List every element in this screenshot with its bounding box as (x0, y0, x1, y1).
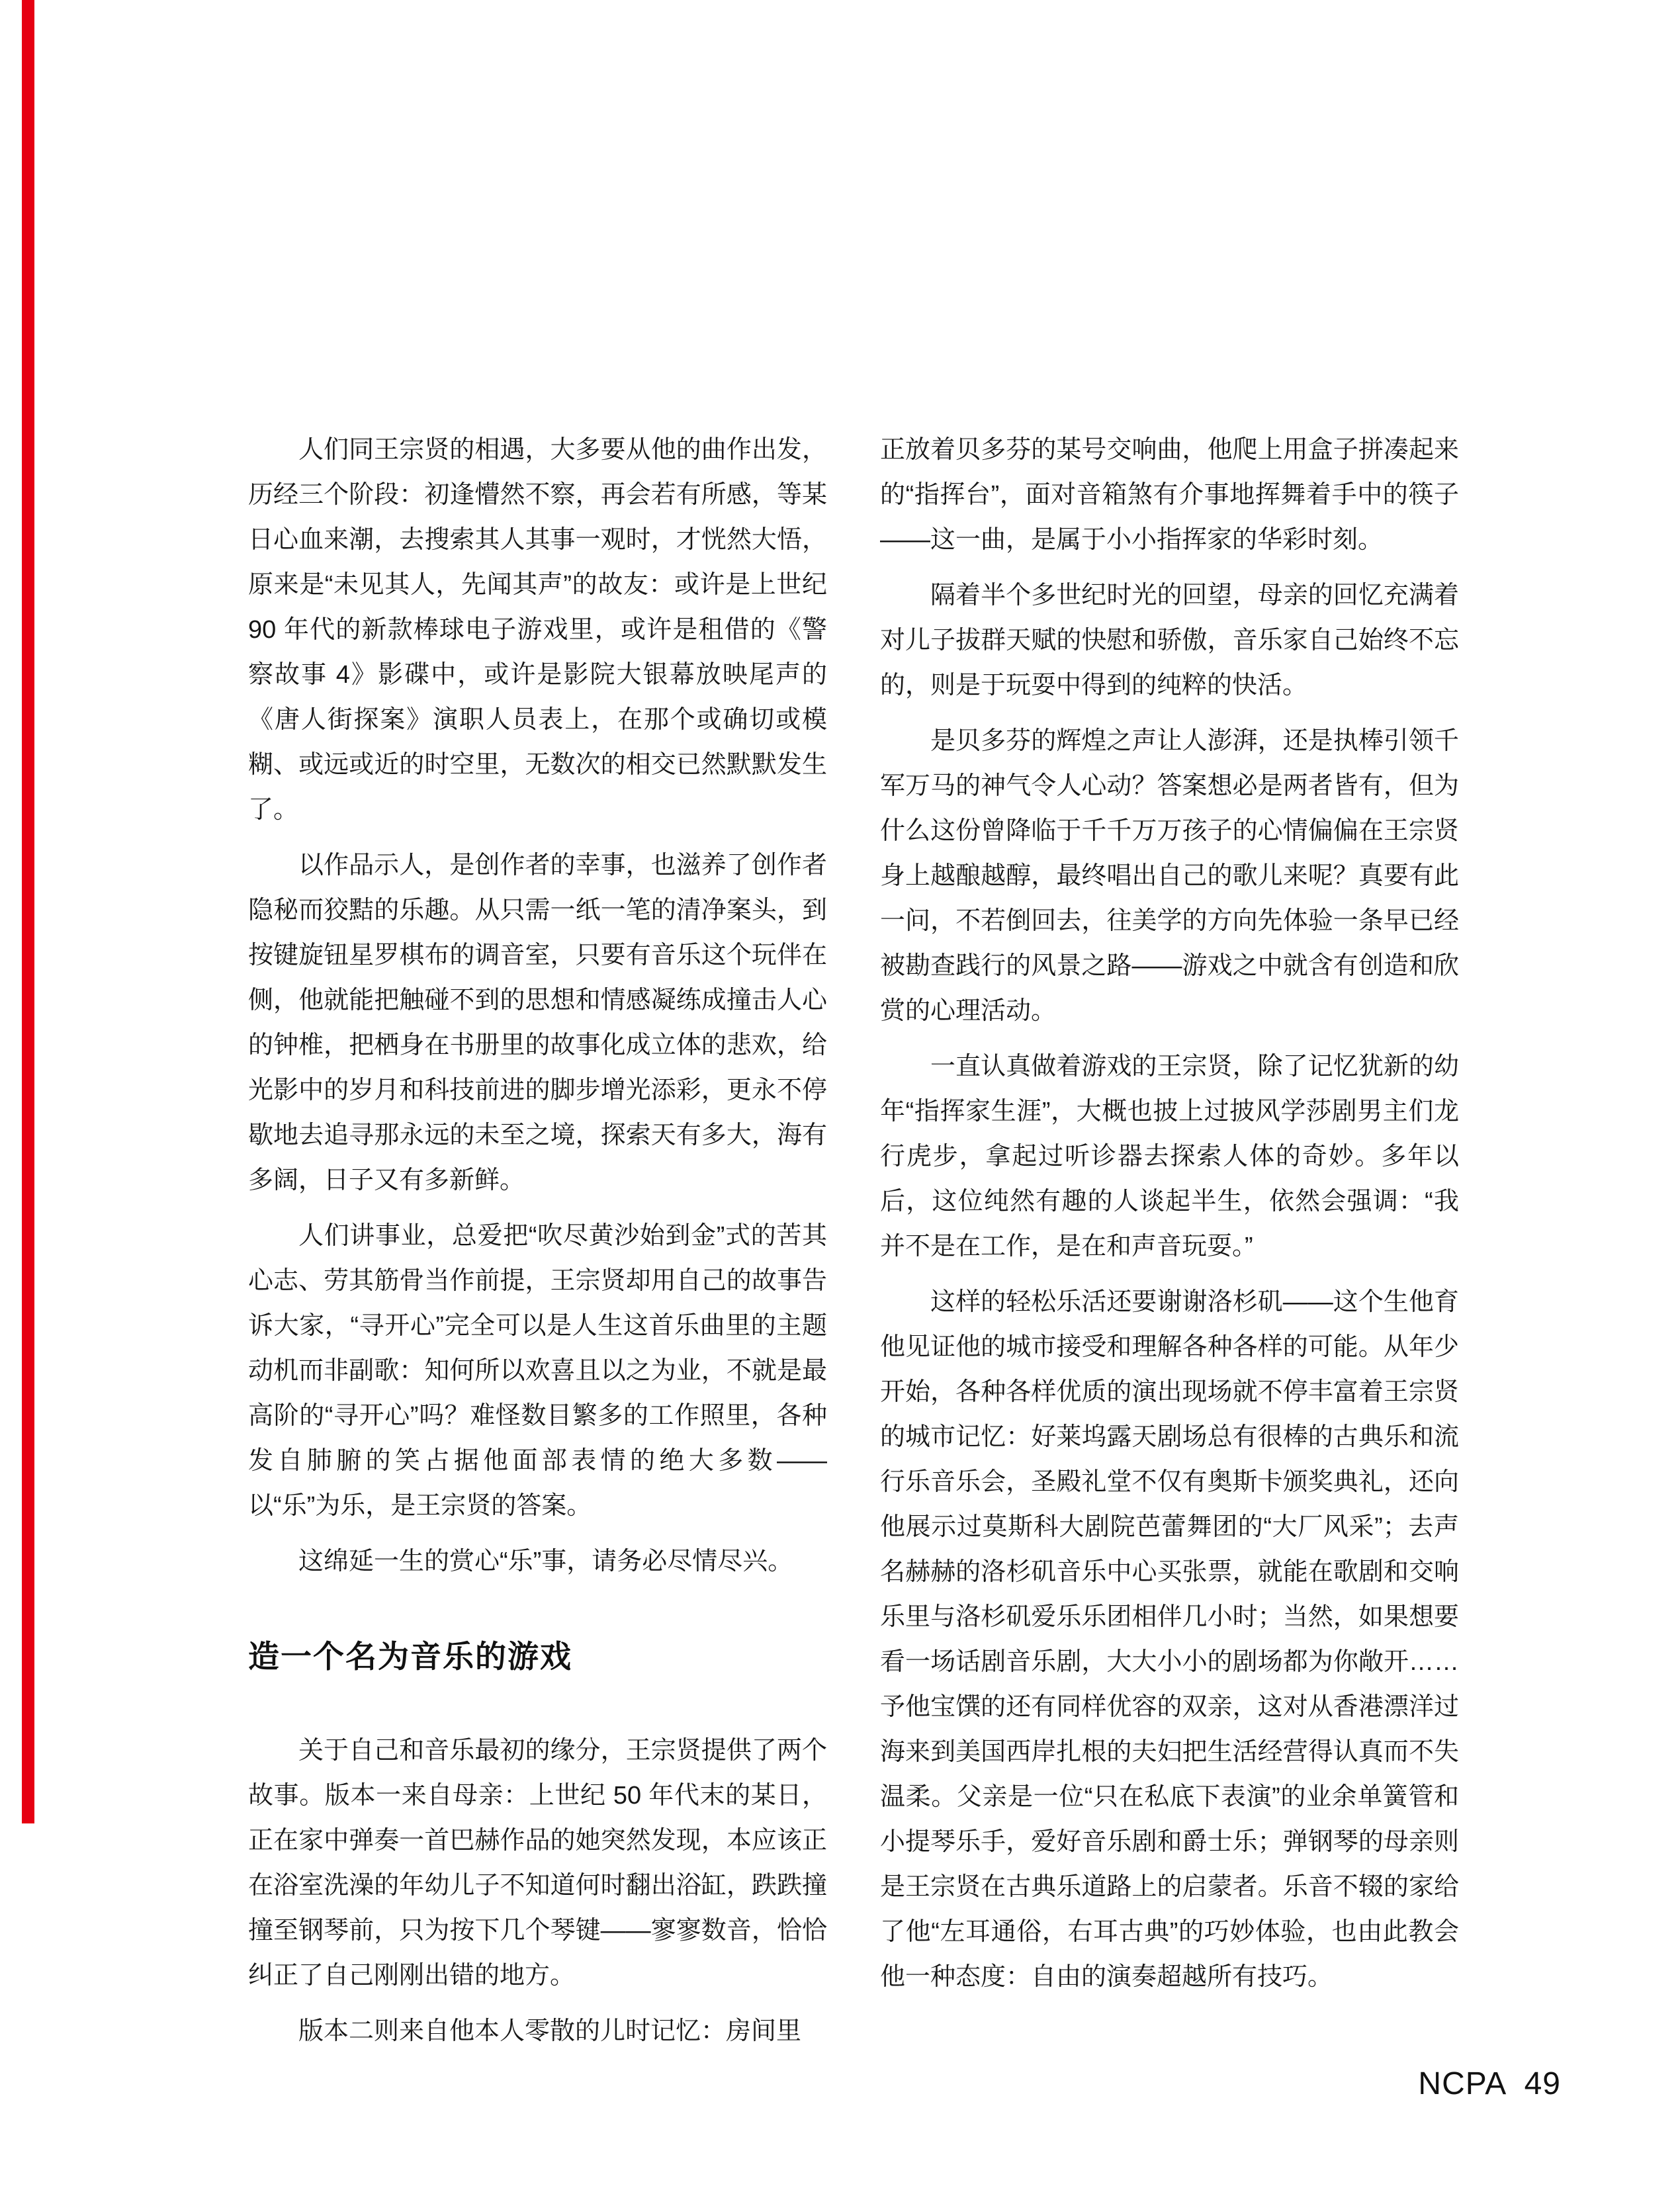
page-folio (1418, 2068, 1561, 2100)
paragraph: 这绵延一生的赏心“乐”事，请务必尽情尽兴。 (298, 1548, 793, 1575)
paragraph: 一直认真做着游戏的王宗贤，除了记忆犹新的幼年“指挥家生涯”，大概也披上过披风学莎剧男主们龙行虎步，拿起过听诊器去探索人体的奇妙。多年以后，这位纯然有趣的人谈起半生，依然会强调：“我并不是在工作，是在和声音玩耍。” (880, 1053, 1459, 1260)
paragraph: 以作品示人，是创作者的幸事，也滋养了创作者隐秘而狡黠的乐趣。从只需一纸一笔的清净案头，到按键旋钮星罗棋布的调音室，只要有音乐这个玩伴在侧，他就能把触碰不到的思想和情感凝练成撞击人心的钟椎，把栖身在书册里的故事化成立体的悲欢，给光影中的岁月和科技前进的脚步增光添彩，更永不停歇地去追寻那永远的未至之境，探索天有多大，海有多阔，日子又有多新鲜。 (248, 852, 827, 1194)
paragraph: 版本二则来自他本人零散的儿时记忆：房间里 (298, 2017, 802, 2045)
paragraph: 关于自己和音乐最初的缘分，王宗贤提供了两个故事。版本一来自母亲：上世纪 50 年代末的某日，正在家中弹奏一首巴赫作品的她突然发现，本应该正在浴室洗澡的年幼儿子不知道何时翻出浴缸，跌跌撞撞至钢琴前，只为按下几个琴键——寥寥数音，恰恰纠正了自己刚刚出错的地方。 (248, 1736, 827, 1990)
paragraph-continuation: 正放着贝多芬的某号交响曲，他爬上用盒子拼凑起来的“指挥台”，面对音箱煞有介事地挥舞着手中的筷子——这一曲，是属于小小指挥家的华彩时刻。 (880, 436, 1459, 554)
left-column (248, 427, 827, 2064)
article-body (248, 427, 1459, 2064)
page-edge-accent-bar (22, 0, 34, 1823)
magazine-label: NCPA (1418, 2066, 1507, 2101)
paragraph: 这样的轻松乐活还要谢谢洛杉矶——这个生他育他见证他的城市接受和理解各种各样的可能。从年少开始，各种各样优质的演出现场就不停丰富着王宗贤的城市记忆：好莱坞露天剧场总有很棒的古典乐和流行乐音乐会，圣殿礼堂不仅有奥斯卡颁奖典礼，还向他展示过莫斯科大剧院芭蕾舞团的“大厂风采”；去声名赫赫的洛杉矶音乐中心买张票，就能在歌剧和交响乐里与洛杉矶爱乐乐团相伴几小时；当然，如果想要看一场话剧音乐剧，大大小小的剧场都为你敞开……予他宝馔的还有同样优容的双亲，这对从香港漂洋过海来到美国西岸扎根的夫妇把生活经营得认真而不失温柔。父亲是一位“只在私底下表演”的业余单簧管和小提琴乐手，爱好音乐剧和爵士乐；弹钢琴的母亲则是王宗贤在古典乐道路上的启蒙者。乐音不辍的家给了他“左耳通俗，右耳古典”的巧妙体验，也由此教会他一种态度：自由的演奏超越所有技巧。 (880, 1288, 1459, 1991)
section-heading: 造一个名为音乐的游戏 (248, 1639, 572, 1674)
page-number: 49 (1524, 2066, 1561, 2101)
paragraph: 是贝多芬的辉煌之声让人澎湃，还是执棒引领千军万马的神气令人心动？答案想必是两者皆有，但为什么这份曾降临于千千万万孩子的心情偏偏在王宗贤身上越酿越醇，最终唱出自己的歌儿来呢？真要有此一问，不若倒回去，往美学的方向先体验一条早已经被勘查践行的风景之路——游戏之中就含有创造和欣赏的心理活动。 (880, 727, 1459, 1025)
paragraph: 人们讲事业，总爱把“吹尽黄沙始到金”式的苦其心志、劳其筋骨当作前提，王宗贤却用自己的故事告诉大家，“寻开心”完全可以是人生这首乐曲里的主题动机而非副歌：知何所以欢喜且以之为业，不就是最高阶的“寻开心”吗？难怪数目繁多的工作照里，各种发自肺腑的笑占据他面部表情的绝大多数——以“乐”为乐，是王宗贤的答案。 (248, 1222, 827, 1520)
paragraph: 隔着半个多世纪时光的回望，母亲的回忆充满着对儿子拔群天赋的快慰和骄傲，音乐家自己始终不忘的，则是于玩耍中得到的纯粹的快活。 (880, 582, 1459, 699)
paragraph: 人们同王宗贤的相遇，大多要从他的曲作出发，历经三个阶段：初逢懵然不察，再会若有所感，等某日心血来潮，去搜索其人其事一观时，才恍然大悟，原来是“未见其人，先闻其声”的故友：或许是上世纪 90 年代的新款棒球电子游戏里，或许是租借的《警察故事 4》影碟中，或许是影院大银幕放映尾声的《唐人街探案》演职人员表上，在那个或确切或模糊、或远或近的时空里，无数次的相交已然默默发生了。 (248, 436, 827, 824)
right-column (880, 427, 1459, 2064)
